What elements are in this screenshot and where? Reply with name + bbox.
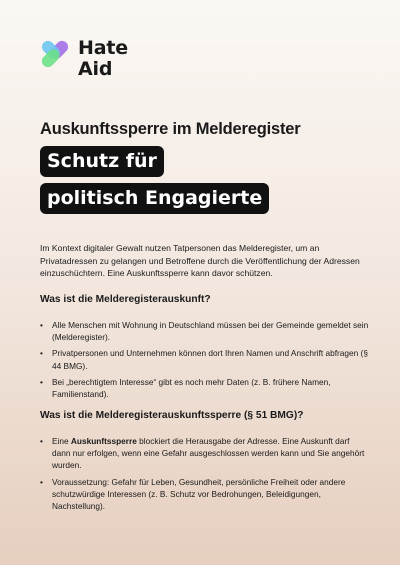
auskunftssperre-bullet-list: [40, 435, 370, 516]
auskunftssperre-term: Auskunftssperre: [70, 436, 137, 446]
list-item-text-end: blockiert die Herausgabe der Adresse. Eine Auskunft darf dann nur erfolgen, wenn eine Gefahr ausgeschlossen werden kann und Sie angehört wurden.: [52, 436, 365, 471]
list-item: [40, 347, 370, 371]
list-item-text: Bei „berechtigtem Interesse“ gibt es noch mehr Daten (z. B. frühere Namen, Familienstand).: [52, 376, 331, 400]
bullet-icon: •: [40, 436, 43, 446]
intro-paragraph: Im Kontext digitaler Gewalt nutzen Tatpersonen das Melderegister, um an Privatadressen zu gelangen und Betroffene durch die Veröffentlichung der Adressen einzuschüchtern. Eine Auskunftssperre kann davor schützen.: [40, 243, 360, 279]
list-item-text: [52, 436, 364, 470]
document-title: Auskunftssperre im Melderegister: [40, 120, 301, 138]
wordmark-line-2: Aid: [78, 58, 113, 80]
list-item: [40, 319, 370, 343]
wordmark-line-1: Hate: [78, 37, 128, 59]
list-item-text: Alle Menschen mit Wohnung in Deutschland müssen bei der Gemeinde gemeldet sein (Melderegister).: [52, 320, 369, 343]
list-item: [40, 476, 370, 513]
section-heading-auskunftssperre: Was ist die Melderegisterauskunftssperre (§ 51 BMG)?: [40, 410, 304, 421]
section-heading-melderegisterauskunft: Was ist die Melderegisterauskunft?: [40, 294, 211, 305]
list-item: [40, 376, 370, 400]
bullet-icon: •: [40, 320, 43, 330]
melderegisterauskunft-bullet-list: [40, 319, 370, 404]
list-item: [40, 435, 370, 472]
list-item-text-start: Eine: [52, 436, 71, 446]
hero-headline: [40, 146, 269, 220]
hateaid-logo-mark-icon: [40, 39, 70, 69]
bullet-icon: •: [40, 376, 43, 387]
hateaid-wordmark: [78, 38, 128, 80]
bullet-icon: •: [40, 476, 43, 487]
list-item-text: Privatpersonen und Unternehmen können dort Ihren Namen und Anschrift abfragen (§ 44 BMG).: [52, 348, 368, 371]
hero-line-2: politisch Engagierte: [40, 183, 269, 214]
list-item-text: Voraussetzung: Gefahr für Leben, Gesundheit, persönliche Freiheit oder andere schutzwürdige Interessen (z. B. Schutz vor Bedrohungen, Beleidigungen, Nachstellung).: [52, 476, 346, 512]
hero-line-1: Schutz für: [40, 146, 164, 177]
bullet-icon: •: [40, 348, 43, 359]
hateaid-logo: [40, 38, 128, 88]
